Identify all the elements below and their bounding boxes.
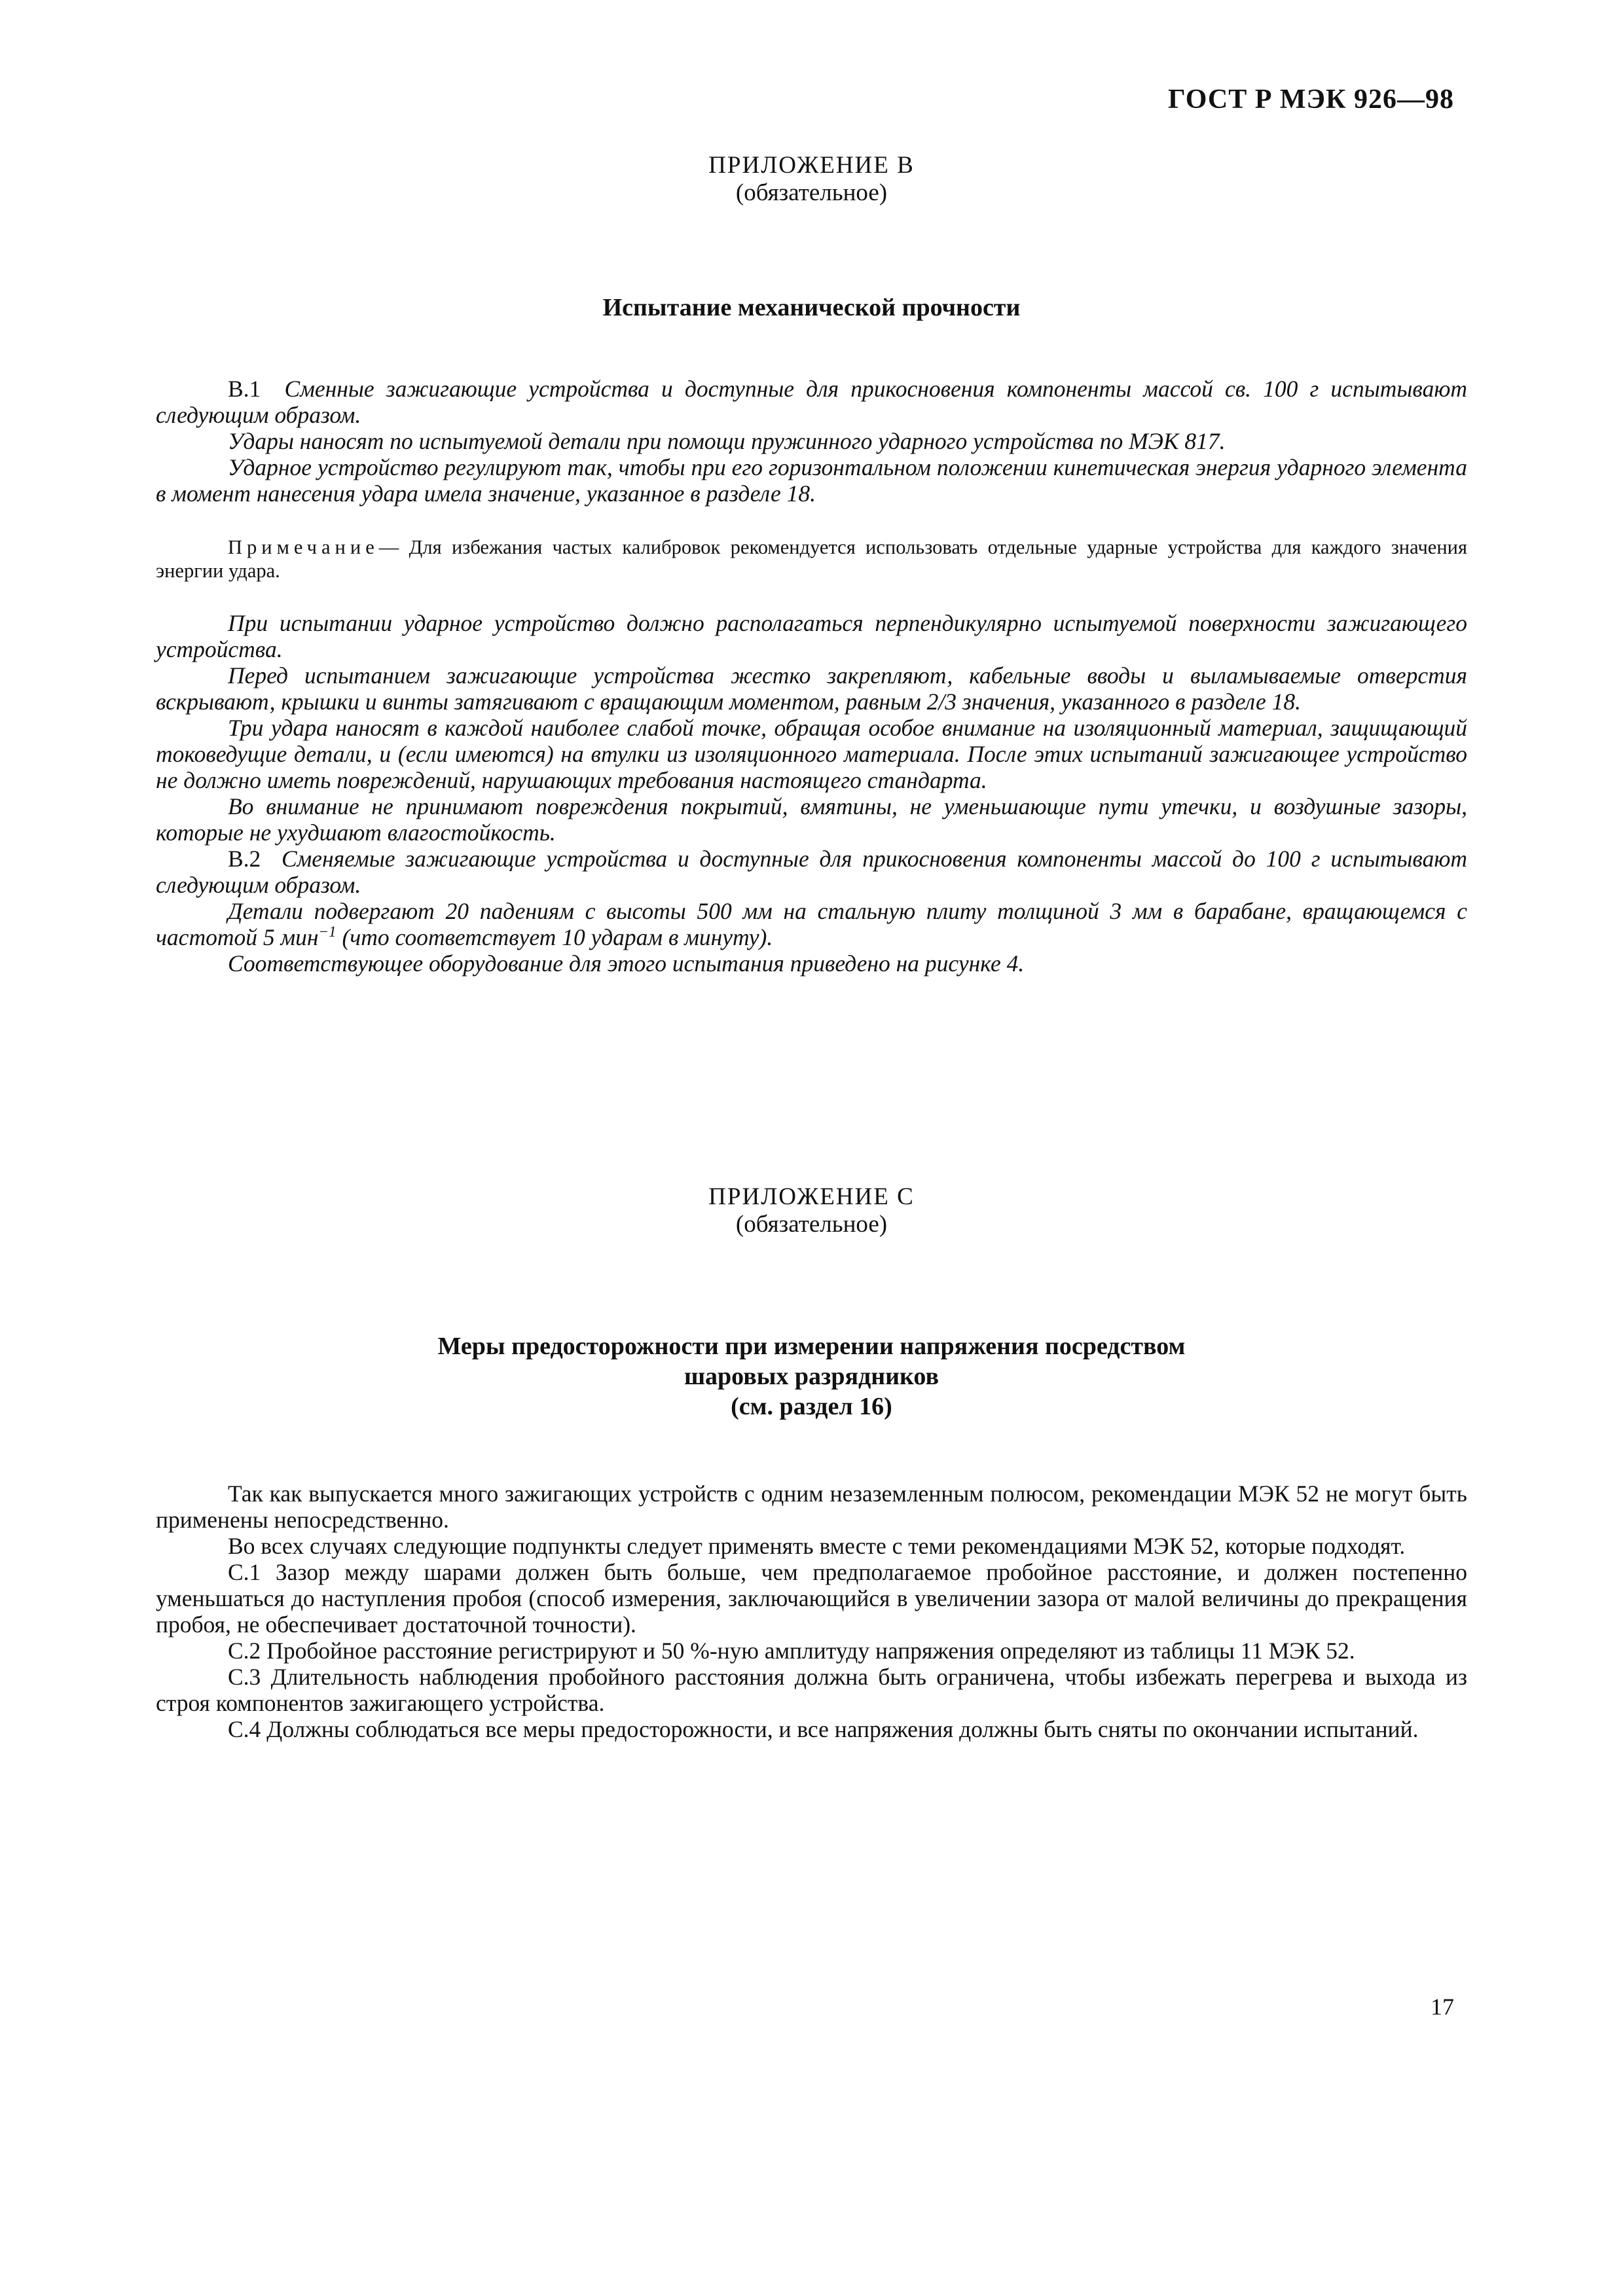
appendix-b-body [156,376,1467,507]
note-block [156,535,1467,583]
paragraph-c1: С.1 Зазор между шарами должен быть больше, чем предполагаемое пробойное расстояние, и должен постепенно уменьшаться до наступления пробоя (способ измерения, заключающийся в увеличении зазора от малой величины до прекращения пробоя, не обеспечивает достаточной точности). [156,1559,1467,1638]
paragraph-c2: С.2 Пробойное расстояние регистрируют и 50 %-ную амплитуду напряжения определяют из таблицы 11 МЭК 52. [228,1638,1355,1664]
heading-line: Меры предосторожности при измерении напряжения посредством [437,1333,1186,1360]
exponent: −1 [318,923,337,941]
appendix-c-status: (обязательное) [735,1211,888,1238]
appendix-b-heading: Испытание механической прочности [602,294,1021,321]
paragraph-text: Детали подвергают 20 падениям с высоты 500 мм на стальную плиту толщиной 3 мм в барабане, вращающемся с частотой 5 мин [156,898,1467,950]
appendix-c-title: ПРИЛОЖЕНИЕ С [708,1183,915,1210]
appendix-c-body [156,1480,1467,1742]
heading-line: (см. раздел 16) [731,1393,892,1420]
paragraph-text: Сменные зажигающие устройства и доступные для прикосновения компоненты массой св. 100 г испытывают следующим образом. [156,376,1467,428]
paragraph-c3: С.3 Длительность наблюдения пробойного расстояния должна быть ограничена, чтобы избежать перегрева и выхода из строя компонентов зажигающего устройства. [156,1664,1467,1716]
paragraph [156,898,1467,950]
appendix-c-header [156,1183,1467,1238]
appendix-b-status: (обязательное) [735,179,888,206]
paragraph: Соответствующее оборудование для этого испытания приведено на рисунке 4. [228,950,1025,977]
appendix-b-header [156,152,1467,207]
paragraph: Ударное устройство регулируют так, чтобы при его горизонтальном положении кинетическая энергия ударного элемента в момент нанесения удара имела значение, указанное в разделе 18. [156,454,1467,507]
paragraph: Во внимание не принимают повреждения покрытий, вмятины, не уменьшающие пути утечки, и воздушные зазоры, которые не ухудшают влагостойкость. [156,793,1467,846]
clause-number: В.1 [228,376,261,402]
paragraph: Перед испытанием зажигающие устройства жестко закрепляют, кабельные вводы и выламываемые отверстия вскрывают, крышки и винты затягивают с вращающим моментом, равным 2/3 значения, указанного в разделе 18. [156,662,1467,715]
appendix-b-body-continued [156,610,1467,977]
heading-line: шаровых разрядников [684,1363,939,1390]
paragraph: Удары наносят по испытуемой детали при помощи пружинного ударного устройства по МЭК 817. [228,428,1226,454]
note [156,535,1467,583]
paragraph-text: Сменяемые зажигающие устройства и доступные для прикосновения компоненты массой до 100 г испытывают следующим образом. [156,846,1467,898]
paragraph-c4: С.4 Должны соблюдаться все меры предосторожности, и все напряжения должны быть сняты по окончании испытаний. [228,1716,1419,1742]
page-number: 17 [1431,1994,1454,2020]
paragraph: Так как выпускается много зажигающих устройств с одним незаземленным полюсом, рекомендации МЭК 52 не могут быть применены непосредственно. [156,1480,1467,1533]
note-label: Примечание [228,536,379,558]
appendix-b-title: ПРИЛОЖЕНИЕ В [708,152,915,179]
paragraph: Три удара наносят в каждой наиболее слабой точке, обращая особое внимание на изоляционный материал, защищающий токоведущие детали, и (если имеются) на втулки из изоляционного материала. После этих испытаний зажигающее устройство не должно иметь повреждений, нарушающих требования настоящего стандарта. [156,715,1467,793]
appendix-c-heading [156,1331,1467,1422]
note-text: — Для избежания частых калибровок рекомендуется использовать отдельные ударные устройства для каждого значения энергии удара. [156,536,1467,582]
standard-designation: ГОСТ Р МЭК 926—98 [1168,84,1454,115]
paragraph: При испытании ударное устройство должно располагаться перпендикулярно испытуемой поверхности зажигающего устройства. [156,610,1467,662]
clause-number: В.2 [228,846,261,872]
paragraph: Во всех случаях следующие подпункты следует применять вместе с теми рекомендациями МЭК 52, которые подходят. [228,1533,1406,1559]
paragraph-b2 [156,846,1467,898]
paragraph-b1 [156,376,1467,428]
paragraph-text: (что соответствует 10 ударам в минуту). [336,924,773,950]
